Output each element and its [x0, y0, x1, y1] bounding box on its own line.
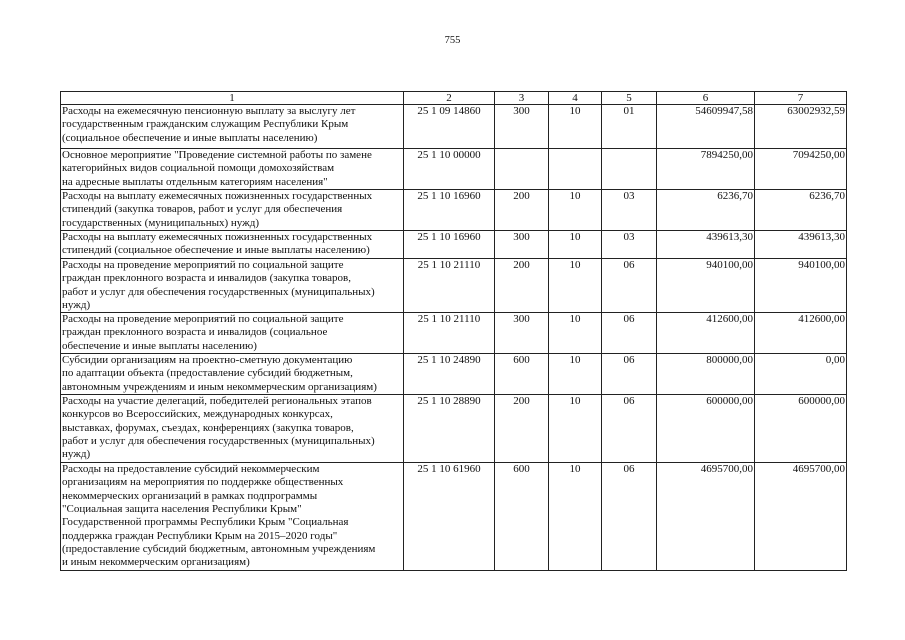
name-line: государственным гражданским служащим Республики Крым	[62, 118, 349, 131]
name-line: граждан преклонного возраста и инвалидов (социальное	[62, 326, 328, 339]
name-line: стипендий (закупка товаров, работ и услуг для обеспечения	[62, 203, 343, 216]
name-cell	[61, 190, 404, 231]
value-cell	[602, 149, 657, 190]
name-line: конкурсов во Всероссийских, международных конкурсах,	[62, 408, 333, 421]
name-line: работ и услуг для обеспечения государственных (муниципальных)	[62, 285, 375, 298]
column-number: 2	[404, 92, 495, 105]
name-cell	[61, 463, 404, 571]
name-cell	[61, 395, 404, 463]
name-line: Расходы на предоставление субсидий некоммерческим	[62, 463, 320, 476]
name-line: работ и услуг для обеспечения государственных (муниципальных)	[62, 435, 375, 448]
column-number: 4	[549, 92, 602, 105]
table-row	[61, 149, 847, 190]
name-line: Расходы на выплату ежемесячных пожизненных государственных	[62, 190, 373, 202]
name-line: автономным учреждениям и иным некоммерческим организациям)	[62, 380, 377, 393]
table-row	[61, 395, 847, 463]
value-cell: 600	[495, 354, 549, 395]
name-line: и иным некоммерческим организациям)	[62, 556, 250, 569]
name-line: Основное мероприятие "Проведение системной работы по замене	[62, 149, 372, 161]
value-cell: 10	[549, 190, 602, 231]
name-line: Расходы на проведение мероприятий по социальной защите	[62, 313, 344, 326]
name-line: Расходы на проведение мероприятий по социальной защите	[62, 259, 344, 271]
value-cell: 300	[495, 231, 549, 259]
value-cell: 10	[549, 231, 602, 259]
value-cell	[549, 149, 602, 190]
code-cell: 25 1 10 28890	[404, 395, 495, 463]
name-line: по адаптации объекта (предоставление субсидий бюджетным,	[62, 367, 353, 380]
amount-cell: 0,00	[755, 354, 847, 395]
value-cell: 03	[602, 190, 657, 231]
amount-cell: 600000,00	[755, 395, 847, 463]
name-line: стипендий (социальное обеспечение и иные выплаты населению)	[62, 244, 370, 257]
value-cell: 06	[602, 259, 657, 313]
amount-cell: 940100,00	[657, 259, 755, 313]
code-cell: 25 1 10 24890	[404, 354, 495, 395]
value-cell: 300	[495, 313, 549, 354]
value-cell: 06	[602, 354, 657, 395]
name-line: Расходы на участие делегаций, победителей региональных этапов	[62, 395, 372, 408]
amount-cell: 7094250,00	[755, 149, 847, 190]
value-cell: 10	[549, 354, 602, 395]
column-number: 3	[495, 92, 549, 105]
value-cell: 300	[495, 105, 549, 149]
value-cell: 600	[495, 463, 549, 571]
name-line: граждан преклонного возраста и инвалидов (закупка товаров,	[62, 272, 351, 285]
name-cell	[61, 354, 404, 395]
table-row	[61, 190, 847, 231]
amount-cell: 4695700,00	[657, 463, 755, 571]
code-cell: 25 1 10 61960	[404, 463, 495, 571]
amount-cell: 439613,30	[657, 231, 755, 259]
name-cell	[61, 231, 404, 259]
name-line: поддержка граждан Республики Крым на 2015–2020 годы"	[62, 529, 338, 542]
table-header-row	[61, 92, 847, 105]
name-line: категорийных видов социальной помощи домохозяйствам	[62, 162, 335, 175]
name-line: (социальное обеспечение и иные выплаты населению)	[62, 131, 318, 144]
amount-cell: 439613,30	[755, 231, 847, 259]
code-cell: 25 1 10 21110	[404, 259, 495, 313]
value-cell: 06	[602, 395, 657, 463]
value-cell: 03	[602, 231, 657, 259]
value-cell: 200	[495, 190, 549, 231]
value-cell: 10	[549, 313, 602, 354]
name-line: нужд)	[62, 298, 91, 311]
amount-cell: 54609947,58	[657, 105, 755, 149]
name-line: организациям на мероприятия по поддержке общественных	[62, 476, 344, 489]
table-row	[61, 259, 847, 313]
amount-cell: 940100,00	[755, 259, 847, 313]
budget-table	[60, 91, 847, 571]
value-cell: 06	[602, 313, 657, 354]
name-line: "Социальная защита населения Республики Крым"	[62, 503, 302, 516]
name-cell	[61, 149, 404, 190]
amount-cell: 6236,70	[657, 190, 755, 231]
name-line: на адресные выплаты отдельным категориям населения"	[62, 175, 328, 188]
name-cell	[61, 105, 404, 149]
amount-cell: 4695700,00	[755, 463, 847, 571]
name-line: государственных (муниципальных) нужд)	[62, 216, 259, 229]
code-cell: 25 1 10 16960	[404, 231, 495, 259]
name-line: (предоставление субсидий бюджетным, автономным учреждениям	[62, 542, 376, 555]
page-number: 755	[444, 35, 461, 46]
amount-cell: 7894250,00	[657, 149, 755, 190]
name-line: Субсидии организациям на проектно-сметную документацию	[62, 354, 353, 367]
name-line: выставках, форумах, съездах, конференциях (закупка товаров,	[62, 421, 354, 434]
column-number: 7	[755, 92, 847, 105]
name-line: Расходы на ежемесячную пенсионную выплату за выслугу лет	[62, 105, 356, 117]
value-cell: 10	[549, 463, 602, 571]
value-cell: 10	[549, 259, 602, 313]
name-line: Государственной программы Республики Крым "Социальная	[62, 516, 349, 529]
name-line: некоммерческих организаций в рамках подпрограммы	[62, 489, 318, 502]
amount-cell: 63002932,59	[755, 105, 847, 149]
value-cell: 01	[602, 105, 657, 149]
table-row	[61, 105, 847, 149]
value-cell: 200	[495, 259, 549, 313]
value-cell: 200	[495, 395, 549, 463]
name-line: обеспечение и иные выплаты населению)	[62, 339, 257, 352]
name-cell	[61, 259, 404, 313]
code-cell: 25 1 10 00000	[404, 149, 495, 190]
value-cell: 10	[549, 105, 602, 149]
amount-cell: 412600,00	[755, 313, 847, 354]
amount-cell: 600000,00	[657, 395, 755, 463]
table-row	[61, 231, 847, 259]
amount-cell: 800000,00	[657, 354, 755, 395]
value-cell: 10	[549, 395, 602, 463]
table-row	[61, 354, 847, 395]
name-line: нужд)	[62, 448, 91, 461]
table-row	[61, 313, 847, 354]
code-cell: 25 1 09 14860	[404, 105, 495, 149]
value-cell: 06	[602, 463, 657, 571]
name-line: Расходы на выплату ежемесячных пожизненных государственных	[62, 231, 373, 243]
column-number: 5	[602, 92, 657, 105]
code-cell: 25 1 10 21110	[404, 313, 495, 354]
name-cell	[61, 313, 404, 354]
amount-cell: 412600,00	[657, 313, 755, 354]
amount-cell: 6236,70	[755, 190, 847, 231]
column-number: 1	[61, 92, 404, 105]
code-cell: 25 1 10 16960	[404, 190, 495, 231]
value-cell	[495, 149, 549, 190]
column-number: 6	[657, 92, 755, 105]
table-row	[61, 463, 847, 571]
